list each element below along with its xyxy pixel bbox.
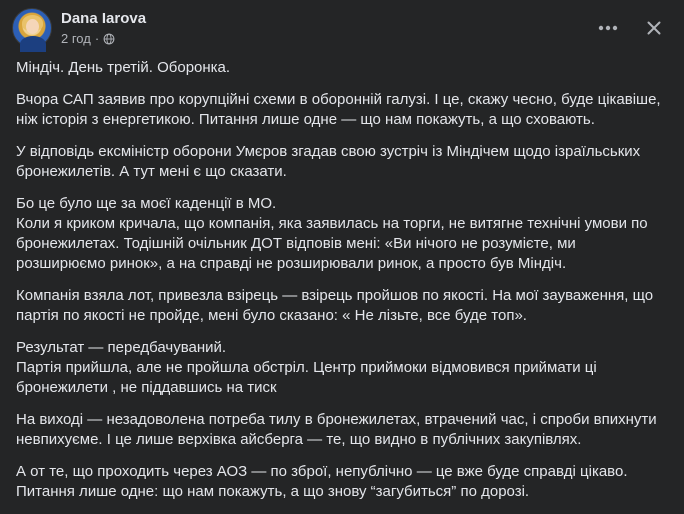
post-paragraph bbox=[16, 410, 672, 450]
post-paragraph bbox=[16, 338, 672, 398]
post-paragraph bbox=[16, 58, 672, 78]
text-line: Бо це було ще за моєї каденції в МО. bbox=[16, 195, 277, 212]
text-line: Вчора САП заявив про корупційні схеми в оборонній галузі. І це, скажу чесно, буде цікавіше, bbox=[16, 91, 661, 108]
post-paragraph bbox=[16, 462, 672, 502]
text-line: Компанія взяла лот, привезла взірець — взірець пройшов по якості. На мої зауваження, що bbox=[16, 287, 654, 304]
text-line: У відповідь ексміністр оборони Умєров згадав свою зустріч із Міндічем щодо ізраїльських bbox=[16, 143, 641, 160]
text-line: розширюємо ринок», а на справді не розширювали ринок, а просто був Міндіч. bbox=[16, 255, 567, 272]
more-options-button[interactable] bbox=[594, 14, 622, 42]
text-line: А от те, що проходить через АОЗ — по зброї, непублічно — це вже буде справді цікаво. bbox=[16, 463, 628, 480]
text-line: Партія прийшла, але не пройшла обстріл. Центр приймоки відмовився приймати ці bbox=[16, 359, 597, 376]
text-line: Коли я криком кричала, що компанія, яка заявилась на торги, не витягне технічні умови по bbox=[16, 215, 648, 232]
text-line: Результат — передбачуваний. bbox=[16, 339, 227, 356]
post-timestamp[interactable]: 2 год bbox=[61, 31, 91, 46]
text-line: бронежилети , не піддавшись на тиск bbox=[16, 379, 277, 396]
close-button[interactable] bbox=[640, 14, 668, 42]
avatar[interactable] bbox=[12, 8, 52, 48]
post-paragraph bbox=[16, 142, 672, 182]
text-line: На виході — незадоволена потреба тилу в бронежилетах, втрачений час, і спроби впихнути bbox=[16, 411, 657, 428]
post-paragraph bbox=[16, 194, 672, 274]
post-content bbox=[16, 58, 672, 514]
post-paragraph bbox=[16, 286, 672, 326]
text-line: Питання лише одне: що нам покажуть, а що знову “загубиться” по дорозі. bbox=[16, 483, 530, 500]
post-paragraph bbox=[16, 90, 672, 130]
meta-separator: · bbox=[94, 31, 100, 46]
text-line: ніж історія з енергетикою. Питання лише одне — що нам покажуть, а що сховають. bbox=[16, 111, 595, 128]
post-header bbox=[0, 0, 684, 56]
post-meta bbox=[61, 31, 115, 46]
close-icon bbox=[647, 21, 661, 35]
text-line: Міндіч. День третій. Оборонка. bbox=[16, 59, 231, 76]
globe-icon[interactable] bbox=[103, 33, 115, 45]
text-line: бронежилетах. Тодішній очільник ДОТ відповів мені: «Ви нічого не розумієте, ми bbox=[16, 235, 576, 252]
text-line: бронежилетів. А тут мені є що сказати. bbox=[16, 163, 287, 180]
avatar-body bbox=[20, 36, 46, 52]
text-line: невпихуєме. І це лише верхівка айсберга — те, що видно в публічних закупівлях. bbox=[16, 431, 582, 448]
more-horizontal-icon bbox=[598, 25, 618, 31]
text-line: партія по якості не пройде, мені було сказано: « Не лізьте, все буде топ». bbox=[16, 307, 527, 324]
author-name[interactable]: Dana Iarova bbox=[61, 10, 147, 27]
avatar-face bbox=[26, 19, 39, 34]
